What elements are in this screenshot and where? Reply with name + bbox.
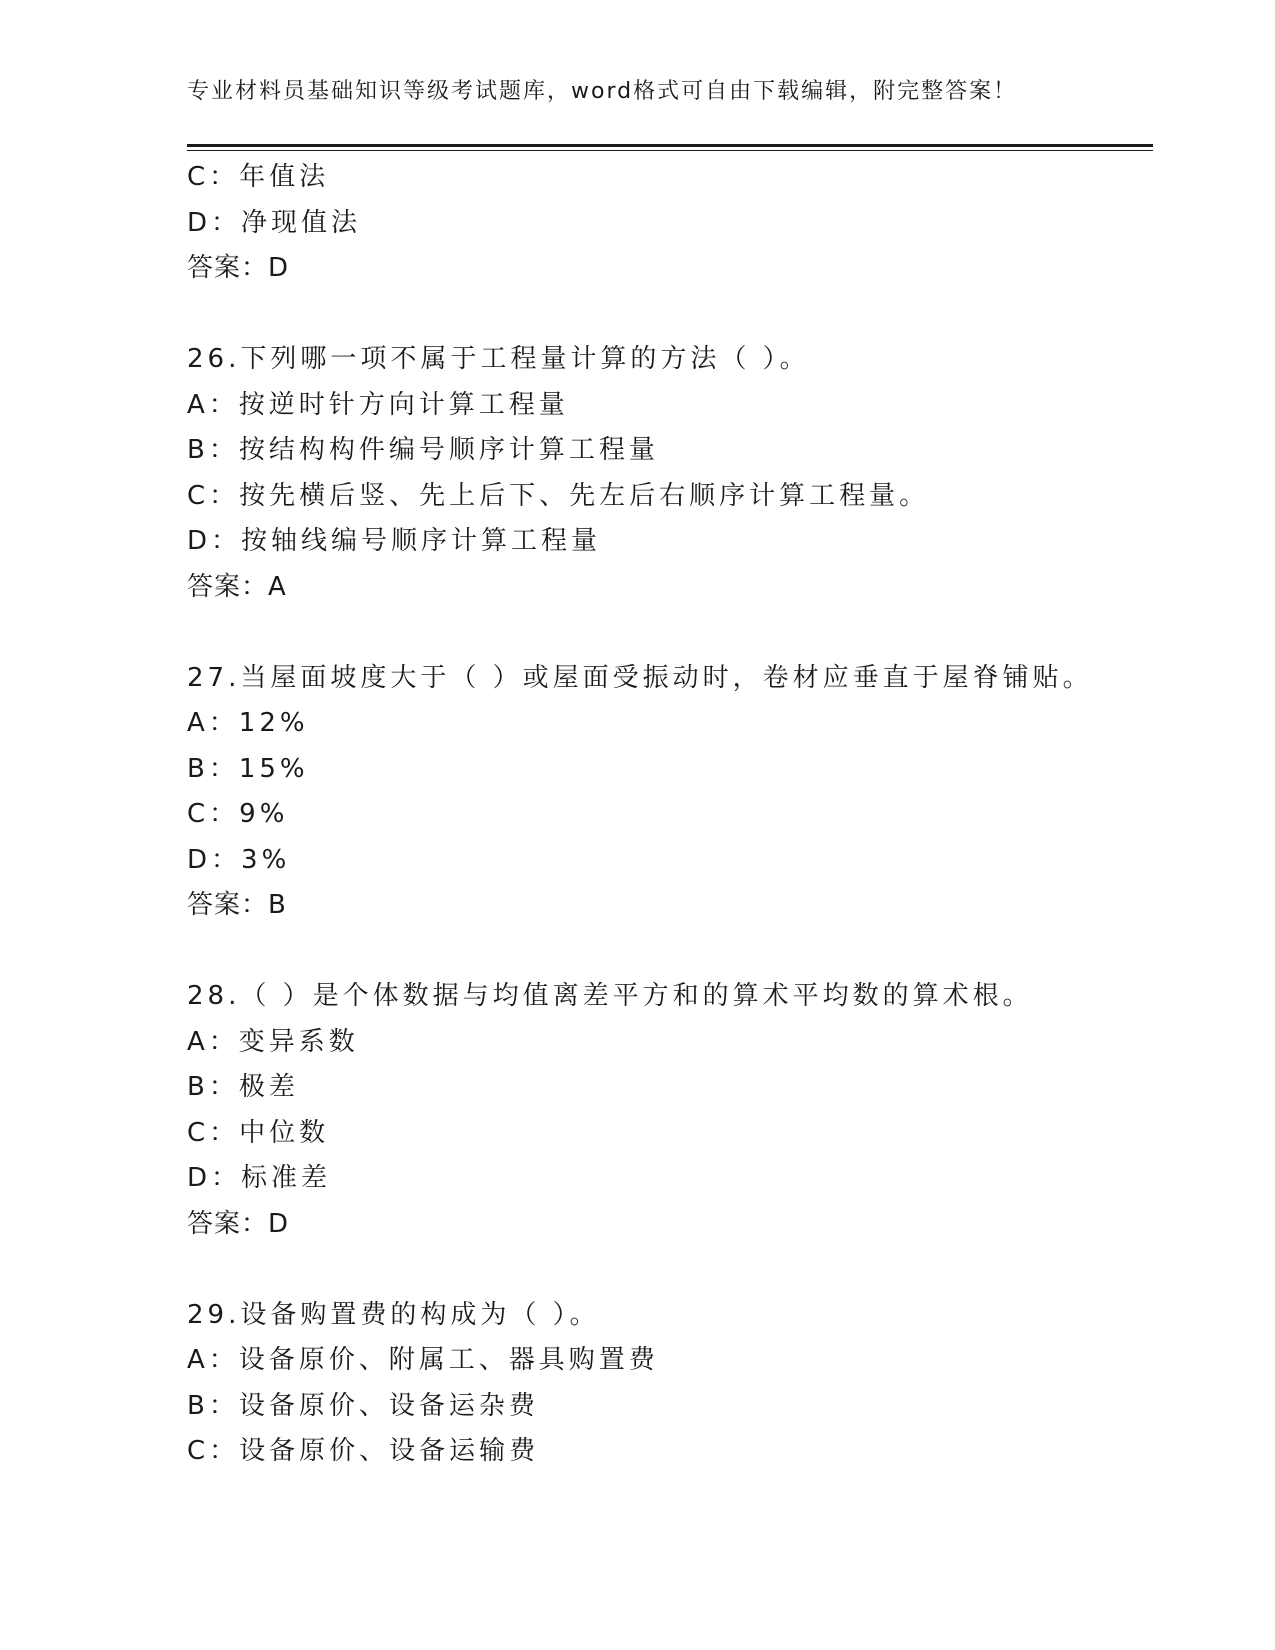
option-a: A：设备原价、附属工、器具购置费 bbox=[187, 1345, 659, 1375]
option-c: C：设备原价、设备运输费 bbox=[187, 1436, 540, 1466]
spacer bbox=[187, 929, 1153, 975]
option-d: D：按轴线编号顺序计算工程量 bbox=[187, 526, 602, 556]
option-d: D：净现值法 bbox=[187, 207, 362, 238]
option-b: B：设备原价、设备运杂费 bbox=[187, 1390, 539, 1421]
header-divider-thin bbox=[187, 150, 1153, 151]
answer-line: 答案：D bbox=[187, 1208, 290, 1239]
option-c: C：年值法 bbox=[187, 162, 330, 192]
option-a: A：按逆时针方向计算工程量 bbox=[187, 389, 569, 420]
question-stem: 27.当屋面坡度大于（ ）或屋面受振动时，卷材应垂直于屋脊铺贴。 bbox=[187, 662, 1093, 693]
page-header: 专业材料员基础知识等级考试题库，word格式可自由下载编辑，附完整答案！ bbox=[187, 79, 1018, 104]
header-divider-thick bbox=[187, 144, 1153, 147]
option-b: B：极差 bbox=[187, 1072, 299, 1102]
spacer bbox=[187, 610, 1153, 656]
answer-line: 答案：B bbox=[187, 890, 287, 920]
option-c: C：按先横后竖、先上后下、先左后右顺序计算工程量。 bbox=[187, 480, 930, 511]
question-stem: 26.下列哪一项不属于工程量计算的方法（ ）。 bbox=[187, 344, 810, 374]
option-c: C：中位数 bbox=[187, 1117, 330, 1148]
spacer bbox=[187, 1247, 1153, 1293]
answer-line: 答案：D bbox=[187, 253, 290, 283]
answer-line: 答案：A bbox=[187, 571, 287, 602]
option-a: A：12% bbox=[187, 708, 309, 738]
question-list bbox=[187, 155, 1153, 1475]
option-d: D：3% bbox=[187, 844, 291, 875]
option-a: A：变异系数 bbox=[187, 1026, 359, 1057]
option-c: C：9% bbox=[187, 799, 289, 829]
option-b: B：15% bbox=[187, 753, 309, 784]
question-stem: 28.（ ）是个体数据与均值离差平方和的算术平均数的算术根。 bbox=[187, 981, 1033, 1011]
option-d: D：标准差 bbox=[187, 1163, 332, 1193]
question-stem: 29.设备购置费的构成为（ ）。 bbox=[187, 1299, 600, 1330]
spacer bbox=[187, 292, 1153, 338]
option-b: B：按结构构件编号顺序计算工程量 bbox=[187, 435, 659, 465]
